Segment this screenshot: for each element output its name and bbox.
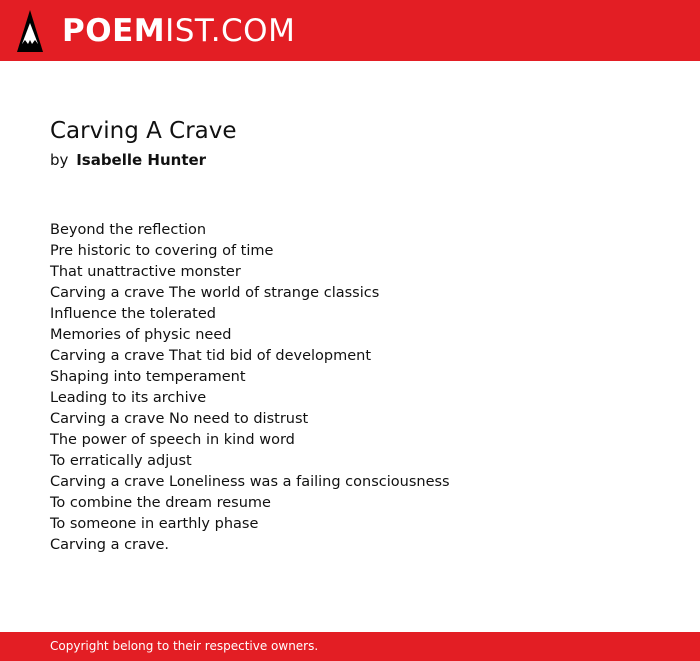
site-footer [0, 632, 700, 661]
poem-line: Carving a crave The world of strange classics [50, 285, 380, 301]
poem-title: Carving A Crave [50, 118, 237, 144]
poem-line: Influence the tolerated [50, 306, 216, 322]
byline [50, 149, 650, 171]
poem-line: Leading to its archive [50, 390, 207, 406]
poem-line: Carving a crave That tid bid of development [50, 348, 372, 364]
site-logo[interactable] [62, 12, 295, 50]
poem-line: That unattractive monster [50, 264, 241, 280]
poem-line: To someone in earthly phase [50, 516, 259, 532]
poem-line: To combine the dream resume [50, 495, 271, 511]
pencil-tip-icon[interactable] [17, 10, 43, 52]
author-name: Isabelle Hunter [76, 151, 207, 169]
poem-line: Carving a crave Loneliness was a failing consciousness [50, 474, 450, 490]
poem-body [50, 220, 650, 556]
poem-line: Memories of physic need [50, 327, 232, 343]
poem-line: Carving a crave. [50, 537, 170, 553]
poem-line: Pre historic to covering of time [50, 243, 274, 259]
site-header [0, 0, 700, 61]
logo-light-text: IST.COM [165, 13, 296, 49]
poem-line: To erratically adjust [50, 453, 192, 469]
poem-line: Beyond the reflection [50, 222, 207, 238]
poem-line: The power of speech in kind word [50, 432, 295, 448]
copyright-text: Copyright belong to their respective owners. [50, 639, 319, 653]
logo-bold-text: POEM [62, 13, 166, 49]
poem-line: Carving a crave No need to distrust [50, 411, 309, 427]
poem-line: Shaping into temperament [50, 369, 246, 385]
poem-container [50, 114, 650, 556]
by-label: by [50, 151, 69, 169]
